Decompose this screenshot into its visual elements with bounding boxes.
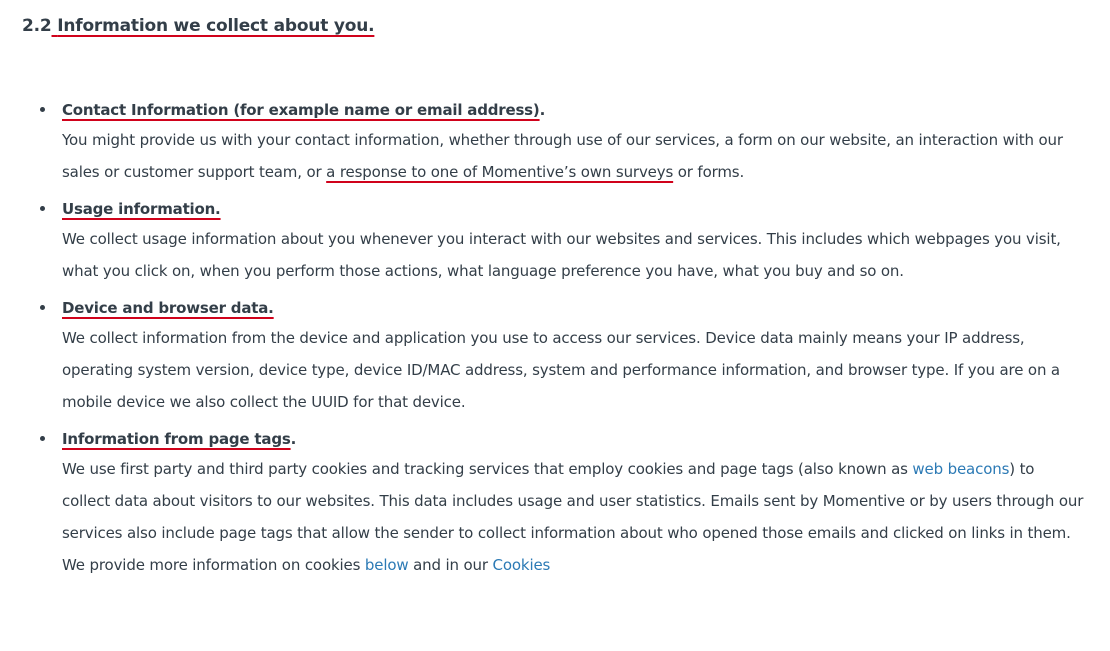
item-title-page-tags: Information from page tags.	[62, 430, 297, 448]
list-item-usage-information	[40, 195, 1085, 287]
list-item-device-browser-data	[40, 294, 1085, 418]
information-list	[40, 96, 1085, 588]
item-title-device: Device and browser data.	[62, 299, 274, 317]
section-title: Information we collect about you.	[57, 16, 375, 36]
item-body-device: We collect information from the device and application you use to access our services. Device data mainly means your IP address, operating system version, device type, device ID/MAC address, system and performance information, and browser type. If you are on a mobile device we also collect the UUID for that device.	[62, 329, 1060, 411]
item-body-usage: We collect usage information about you whenever you interact with our websites and services. This includes which webpages you visit, what you click on, when you perform those actions, what language preference you have, what you buy and so on.	[62, 230, 1061, 280]
momentive-surveys-phrase: a response to one of Momentive’s own surveys	[326, 163, 674, 181]
bullet-icon	[40, 305, 45, 310]
below-link[interactable]: below	[364, 556, 409, 574]
privacy-section	[22, 12, 1092, 40]
section-number: 2.2	[22, 16, 52, 36]
bullet-icon	[40, 206, 45, 211]
section-heading	[22, 12, 1092, 40]
list-item-contact-information	[40, 96, 1085, 188]
list-item-page-tags	[40, 425, 1085, 581]
item-body-contact: You might provide us with your contact information, whether through use of our services, a form on our website, an interaction with our sales or customer support team, or a response to one of Momentive’s own surveys or forms.	[62, 131, 1063, 181]
item-title-usage: Usage information.	[62, 200, 221, 218]
item-body-page-tags: We use first party and third party cookies and tracking services that employ cookies and page tags (also known as web beacons) to collect data about visitors to our websites. This data includes usage and user statistics. Emails sent by Momentive or by users through our services also include page tags that allow the sender to collect information about who opened those emails and clicked on links in them. We provide more information on cookies below and in our Cookies	[62, 460, 1084, 574]
item-title-contact: Contact Information (for example name or email address).	[62, 101, 546, 119]
cookies-link[interactable]: Cookies	[492, 556, 551, 574]
bullet-icon	[40, 107, 45, 112]
bullet-icon	[40, 436, 45, 441]
web-beacons-link[interactable]: web beacons	[912, 460, 1010, 478]
